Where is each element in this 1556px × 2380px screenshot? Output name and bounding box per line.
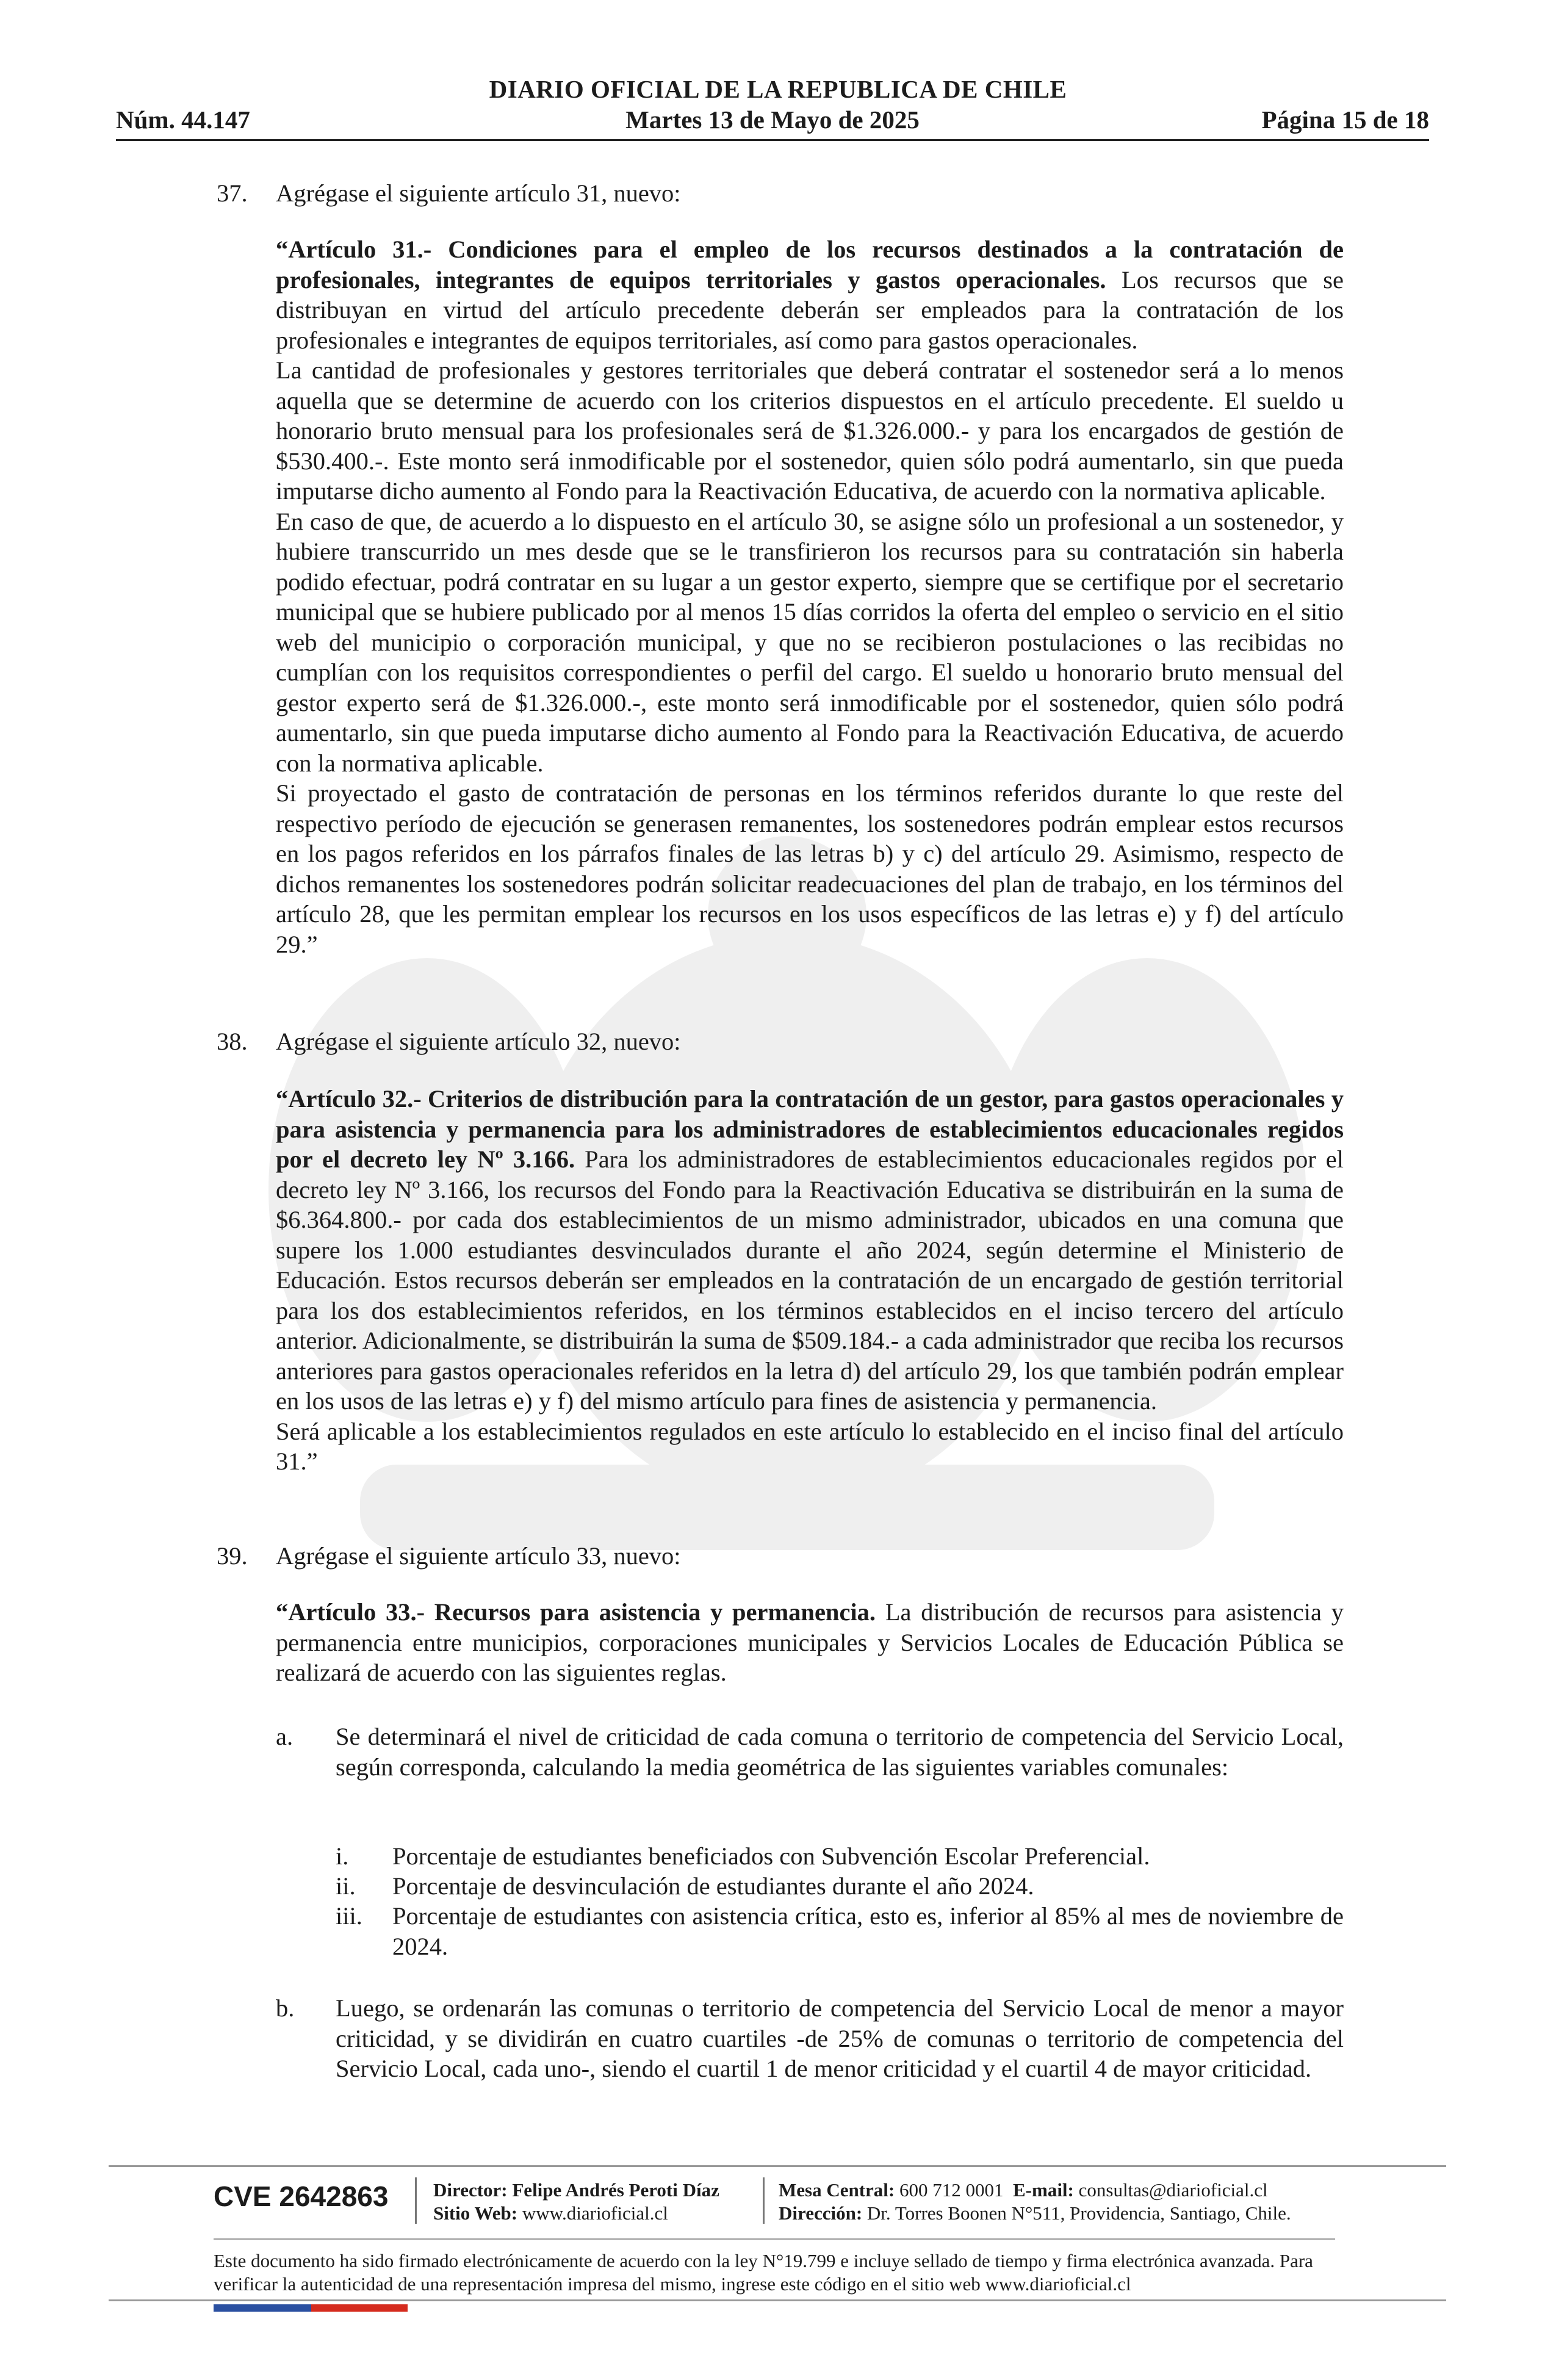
sublist-label: ii.: [336, 1872, 356, 1900]
item-number: 39.: [217, 1542, 248, 1570]
sublist-item: Porcentaje de estudiantes beneficiados con Subvención Escolar Preferencial.: [392, 1842, 1150, 1870]
footer-contact-block: [779, 2179, 1291, 2225]
sublist-item: Porcentaje de estudiantes con asistencia crítica, esto es, inferior al 85% al mes de noviembre de 2024.: [392, 1902, 1344, 1960]
sublist-label: iii.: [336, 1902, 362, 1930]
list-label: a.: [276, 1723, 294, 1750]
item-intro: Agrégase el siguiente artículo 31, nuevo:: [276, 179, 681, 207]
article-33: [276, 1597, 1344, 1688]
article-paragraph: Si proyectado el gasto de contratación de personas en los términos referidos durante lo que reste del respectivo período de ejecución se generasen remanentes, los sostenedores podrán emplear estos recursos en los pagos referidos en los párrafos finales de las letras b) y c) del artículo 29. Asimismo, respecto de dichos remanentes los sostenedores podrán solicitar readecuaciones del plan de trabajo, en los términos del artículo 28, que les permitan emplear los recursos en los usos específicos de las letras e) y f) del artículo 29.”: [276, 779, 1344, 958]
article-heading: “Artículo 31.- Condiciones para el empleo de los recursos destinados a la contratación de profesionales, integrantes de equipos territoriales y gastos operacionales.: [276, 236, 1344, 294]
mesa-phone: 600 712 0001: [899, 2179, 1004, 2201]
header-row: [116, 105, 1429, 137]
footer-rule: [214, 2238, 1335, 2240]
issue-number: Núm. 44.147: [116, 106, 250, 134]
email-link[interactable]: consultas@diarioficial.cl: [1078, 2179, 1268, 2201]
article-text: La distribución de recursos para asistencia y permanencia entre municipios, corporaciones municipales y Servicios Locales de Educación Pública se realizará de acuerdo con las siguientes reglas.: [276, 1598, 1344, 1686]
mesa-label: Mesa Central:: [779, 2179, 895, 2201]
article-text: Los recursos que se distribuyan en virtud del artículo precedente deberán ser empleados para la contratación de los profesionales e integrantes de equipos territoriales, así como para gastos operacionales.: [276, 265, 1344, 354]
address-label: Dirección:: [779, 2202, 863, 2224]
footer-rule: [109, 2165, 1446, 2167]
newspaper-title: DIARIO OFICIAL DE LA REPUBLICA DE CHILE: [489, 75, 1067, 103]
article-paragraph: Será aplicable a los establecimientos regulados en este artículo lo establecido en el inciso final del artículo 31.”: [276, 1417, 1344, 1475]
article-paragraph: En caso de que, de acuerdo a lo dispuesto en el artículo 30, se asigne sólo un profesional a un sostenedor, y hubiere transcurrido un mes desde que se le transfirieron los recursos para su contratación sin haberla podido efectuar, podrá contratar en su lugar a un gestor experto, siempre que se certifique por el secretario municipal que se hubiere publicado por al menos 15 días corridos la oferta del empleo o servicio en el sitio web del municipio o corporación municipal, y que no se recibieron postulaciones o las recibidas no cumplían con los requisitos correspondientes o perfil del cargo. El sueldo u honorario bruto mensual del gestor experto será de $1.326.000.-, este monto será inmodificable por el sostenedor, quien sólo podrá aumentarlo, sin que pueda imputarse dicho aumento al Fondo para la Reactivación Educativa, de acuerdo con la normativa aplicable.: [276, 507, 1344, 777]
web-link[interactable]: www.diarioficial.cl: [522, 2202, 668, 2224]
item-number: 37.: [217, 179, 248, 207]
sublist-label: i.: [336, 1842, 349, 1870]
article-paragraph: La cantidad de profesionales y gestores territoriales que deberá contratar el sostenedor será a lo menos aquella que se determine de acuerdo con los criterios dispuestos en el artículo precedente. El sueldo u honorario bruto mensual para los profesionales será de $1.326.000.- y para los encargados de gestión de $530.400.-. Este monto será inmodificable por el sostenedor, quien sólo podrá aumentarlo, sin que pueda imputarse dicho aumento al Fondo para la Reactivación Educativa, de acuerdo con la normativa aplicable.: [276, 356, 1344, 505]
director-name: Felipe Andrés Peroti Díaz: [512, 2179, 719, 2201]
director-label: Director:: [433, 2179, 508, 2201]
email-label: E-mail:: [1013, 2179, 1074, 2201]
item-number: 38.: [217, 1028, 248, 1055]
issue-date: Martes 13 de Mayo de 2025: [625, 106, 920, 134]
article-31: [276, 234, 1344, 959]
page-indicator: Página 15 de 18: [1261, 106, 1429, 134]
footer-separator: [763, 2177, 765, 2224]
footer-separator: [415, 2177, 417, 2224]
footer-director-block: [433, 2179, 719, 2225]
cve-code: CVE 2642863: [214, 2180, 389, 2212]
flag-stripe-blue: [214, 2304, 311, 2312]
item-intro: Agrégase el siguiente artículo 33, nuevo:: [276, 1542, 681, 1570]
list-item-b: Luego, se ordenarán las comunas o territorio de competencia del Servicio Local de menor a mayor criticidad, y se dividirán en cuatro cuartiles -de 25% de comunas o territorio de competencia del Servicio Local, cada uno-, siendo el cuartil 1 de menor criticidad y el cuartil 4 de mayor criticidad.: [336, 1994, 1344, 2082]
legal-notice: Este documento ha sido firmado electrónicamente de acuerdo con la ley N°19.799 e incluye sellado de tiempo y firma electrónica avanzada. Para verificar la autenticidad de una representación impresa del mismo, ingrese este código en el sitio web www.diarioficial.cl: [214, 2250, 1313, 2295]
address: Dr. Torres Boonen N°511, Providencia, Santiago, Chile.: [866, 2202, 1291, 2224]
sublist-item: Porcentaje de desvinculación de estudiantes durante el año 2024.: [392, 1872, 1034, 1900]
list-label: b.: [276, 1994, 295, 2022]
item-intro: Agrégase el siguiente artículo 32, nuevo:: [276, 1028, 681, 1055]
web-label: Sitio Web:: [433, 2202, 518, 2224]
article-text: Para los administradores de establecimientos educacionales regidos por el decreto ley Nº 3.166, los recursos del Fondo para la Reactivación Educativa se distribuirán en la suma de $6.364.800.- por cada dos establecimientos de un mismo administrador, ubicados en una comuna que supere los 1.000 estudiantes desvinculados durante el año 2024, según determine el Ministerio de Educación. Estos recursos deberán ser empleados en la contratación de un encargado de gestión territorial para los dos establecimientos referidos, en los términos establecidos en el inciso tercero del artículo anterior. Adicionalmente, se distribuirán la suma de $509.184.- a cada administrador que reciba los recursos anteriores para gastos operacionales referidos en la letra d) del artículo 29, los que también podrán emplear en los usos de las letras e) y f) del mismo artículo para fines de asistencia y permanencia.: [276, 1145, 1344, 1415]
footer-rule: [109, 2299, 1446, 2301]
list-item-a: Se determinará el nivel de criticidad de cada comuna o territorio de competencia del Servicio Local, según corresponda, calculando la media geométrica de las siguientes variables comunales:: [336, 1723, 1344, 1781]
flag-stripe-red: [311, 2304, 408, 2312]
article-heading: “Artículo 33.- Recursos para asistencia y permanencia.: [276, 1598, 876, 1626]
header-rule: [116, 139, 1429, 141]
article-heading: “Artículo 32.- Criterios de distribución para la contratación de un gestor, para gastos operacionales y para asistencia y permanencia para los administradores de establecimientos educacionales regidos por el decreto ley Nº 3.166.: [276, 1085, 1344, 1173]
article-32: [276, 1084, 1344, 1477]
